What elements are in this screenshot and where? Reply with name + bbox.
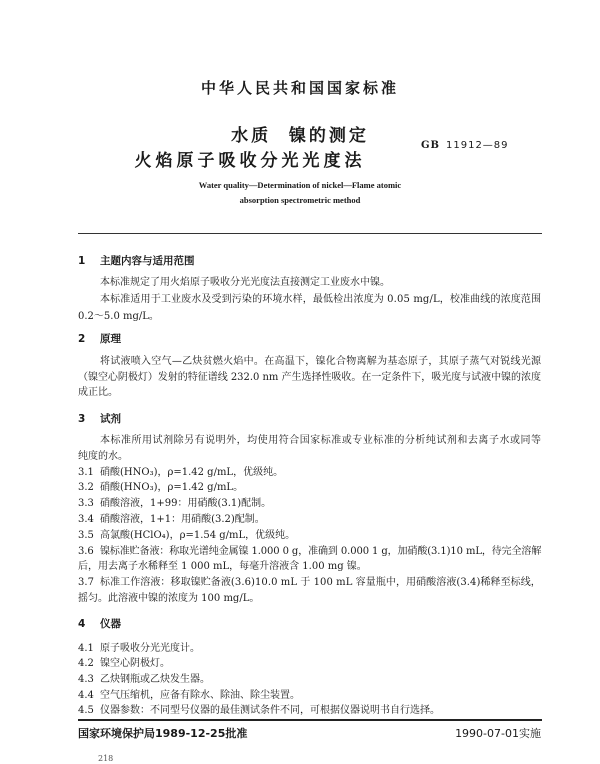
english-title-line-1: Water quality—Determination of nickel—Flame atomic bbox=[198, 180, 402, 190]
gb-prefix: GB bbox=[421, 140, 440, 151]
list-item-3-7 bbox=[78, 576, 541, 589]
item-number: 3.5 bbox=[78, 530, 94, 541]
list-item-continuation: 摇匀。此溶液中镍的浓度为 100 mg/L。 bbox=[78, 593, 260, 604]
section-title: 仪器 bbox=[100, 618, 121, 630]
section-title: 试剂 bbox=[100, 413, 121, 425]
item-text: 硝酸溶液，1+99：用硝酸(3.1)配制。 bbox=[100, 498, 272, 509]
item-number: 4.3 bbox=[78, 674, 94, 685]
item-number: 4.2 bbox=[78, 658, 94, 669]
section-title: 原理 bbox=[100, 333, 121, 345]
list-item-3-6 bbox=[78, 545, 541, 558]
item-text: 标准工作溶液：移取镍贮备液(3.6)10.0 mL 于 100 mL 容量瓶中，用硝酸溶液(3.4)稀释至标线， bbox=[100, 577, 541, 588]
english-title-line-2: absorption spectrometric method bbox=[239, 195, 361, 205]
item-text: 镍标准贮备液：称取光谱纯金属镍 1.000 0 g，准确到 0.000 1 g，加硝酸(3.1)10 mL，待完全溶解 bbox=[100, 546, 542, 557]
paragraph-line: 成正比。 bbox=[78, 387, 118, 398]
section-heading-4 bbox=[78, 618, 541, 631]
paragraph-line: 纯度的水。 bbox=[78, 451, 128, 462]
item-number: 3.6 bbox=[78, 546, 94, 557]
gb-number: 11912—89 bbox=[446, 140, 509, 151]
item-number: 3.3 bbox=[78, 498, 94, 509]
approval-date: 国家环境保护局1989-12-25批准 bbox=[78, 727, 248, 740]
item-text: 仪器参数：不同型号仪器的最佳测试条件不同，可根据仪器说明书自行选择。 bbox=[100, 705, 440, 716]
list-item-4-4 bbox=[78, 689, 541, 702]
list-item-3-1 bbox=[78, 466, 541, 479]
title-line-1: 水质 镍的测定 bbox=[231, 126, 369, 146]
standard-type: 中华人民共和国国家标准 bbox=[200, 79, 399, 97]
paragraph-line: （镍空心阴极灯）发射的特征谱线 232.0 nm 产生选择性吸收。在一定条件下，吸光度与试液中镍的浓度 bbox=[78, 372, 541, 383]
paragraph-line: 本标准所用试剂除另有说明外，均使用符合国家标准或专业标准的分析纯试剂和去离子水或同等 bbox=[100, 435, 542, 446]
item-number: 3.7 bbox=[78, 577, 95, 588]
section-number: 4 bbox=[78, 618, 86, 630]
item-number: 3.2 bbox=[78, 482, 94, 493]
paragraph-line: 本标准规定了用火焰原子吸收分光光度法直接测定工业废水中镍。 bbox=[100, 277, 390, 288]
list-item-3-4 bbox=[78, 513, 541, 526]
list-item-3-3 bbox=[78, 497, 541, 510]
list-item-4-1 bbox=[78, 642, 541, 655]
list-item-4-2 bbox=[78, 657, 541, 670]
item-number: 3.4 bbox=[78, 514, 94, 525]
list-item-4-3 bbox=[78, 673, 541, 686]
item-text: 高氯酸(HClO₄)，ρ=1.54 g/mL，优级纯。 bbox=[100, 530, 296, 541]
paragraph-line: 0.2～5.0 mg/L。 bbox=[78, 311, 159, 322]
item-text: 硝酸(HNO₃)，ρ=1.42 g/mL，优级纯。 bbox=[100, 467, 284, 478]
item-text: 乙炔钢瓶或乙炔发生器。 bbox=[100, 674, 210, 685]
item-text: 硝酸溶液，1+1：用硝酸(3.2)配制。 bbox=[100, 514, 265, 525]
item-text: 硝酸(HNO₃)，ρ=1.42 g/mL。 bbox=[100, 482, 244, 493]
section-number: 2 bbox=[78, 333, 86, 345]
item-number: 3.1 bbox=[78, 467, 94, 478]
section-number: 1 bbox=[78, 255, 86, 267]
section-heading-1 bbox=[78, 255, 541, 268]
footer-rule bbox=[78, 719, 542, 721]
standard-number bbox=[421, 140, 509, 151]
item-text: 原子吸收分光光度计。 bbox=[100, 643, 200, 654]
item-text: 空气压缩机，应备有除水、除油、除尘装置。 bbox=[100, 690, 300, 701]
title-line-2: 火焰原子吸收分光光度法 bbox=[134, 151, 366, 171]
section-title: 主题内容与适用范围 bbox=[100, 255, 195, 267]
header-rule bbox=[78, 233, 542, 234]
section-heading-2 bbox=[78, 333, 541, 346]
list-item-3-2 bbox=[78, 481, 541, 494]
list-item-3-5 bbox=[78, 529, 541, 542]
effective-date: 1990-07-01实施 bbox=[455, 727, 541, 740]
section-heading-3 bbox=[78, 413, 541, 426]
page-number: 218 bbox=[98, 754, 114, 763]
list-item-4-5 bbox=[78, 704, 541, 717]
paragraph-line: 将试液喷入空气—乙炔贫燃火焰中。在高温下，镍化合物离解为基态原子，其原子蒸气对锐线光源 bbox=[100, 356, 542, 367]
item-text: 镍空心阴极灯。 bbox=[100, 658, 170, 669]
section-number: 3 bbox=[78, 413, 86, 425]
item-number: 4.1 bbox=[78, 643, 94, 654]
list-item-continuation: 后，用去离子水稀释至 1 000 mL，每毫升溶液含 1.00 mg 镍。 bbox=[78, 561, 367, 572]
paragraph-line: 本标准适用于工业废水及受到污染的环境水样，最低检出浓度为 0.05 mg/L，校准曲线的浓度范围 bbox=[100, 294, 542, 305]
item-number: 4.5 bbox=[78, 705, 94, 716]
item-number: 4.4 bbox=[78, 690, 94, 701]
